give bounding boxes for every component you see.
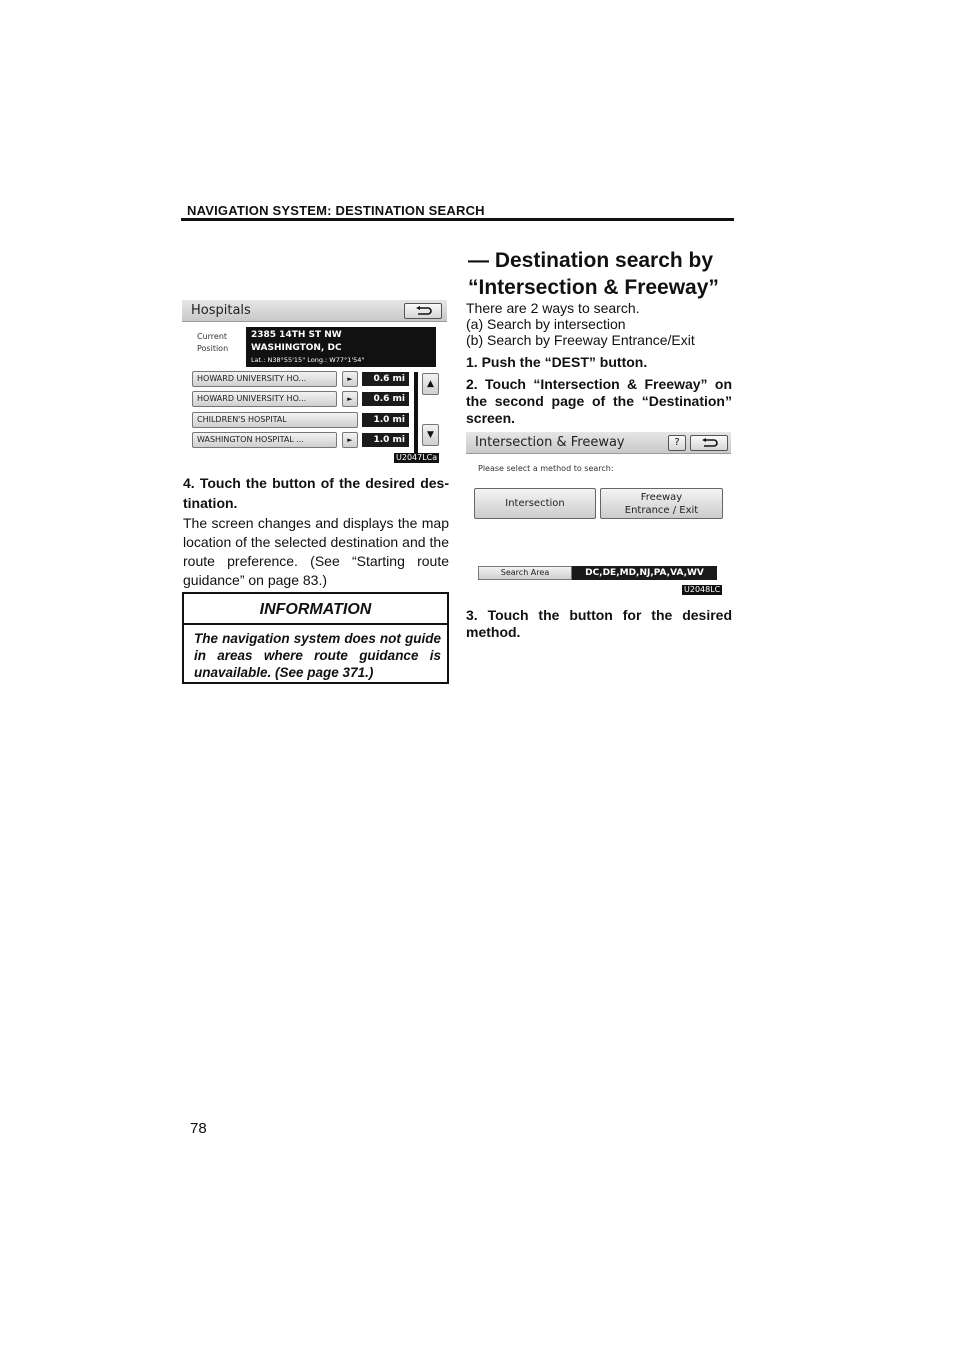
search-method-prompt: Please select a method to search: xyxy=(478,464,614,473)
hospital-distance: 1.0 mi xyxy=(362,413,409,427)
hospitals-screen xyxy=(182,300,447,463)
hospital-name-button[interactable]: HOWARD UNIVERSITY HO... xyxy=(192,371,337,387)
back-button[interactable] xyxy=(690,435,728,451)
current-position-box xyxy=(246,327,436,367)
information-title: INFORMATION xyxy=(259,601,372,618)
address-line2: WASHINGTON, DC xyxy=(251,343,342,353)
hospital-distance: 0.6 mi xyxy=(362,372,409,386)
current-position-label: Current Position xyxy=(197,332,229,353)
intersection-titlebar xyxy=(466,432,731,454)
search-area-button[interactable]: Search Area xyxy=(478,566,572,580)
information-box xyxy=(182,592,449,684)
help-button[interactable]: ? xyxy=(668,435,686,451)
scroll-up-icon[interactable]: ▲ xyxy=(422,373,439,395)
step-2: 2. Touch “Intersection & Freeway” on the second page of the “Destination” screen. xyxy=(466,376,732,426)
image-code: U2047LCa xyxy=(396,453,438,462)
section-title xyxy=(468,247,719,301)
image-code: U2048LC xyxy=(684,585,721,594)
search-area-value: DC,DE,MD,NJ,PA,VA,WV xyxy=(572,566,717,580)
intersection-button[interactable]: Intersection xyxy=(474,488,596,519)
header-rule xyxy=(181,218,734,221)
coordinates: Lat.: N38°55'15" Long.: W77°1'54" xyxy=(251,356,365,364)
back-arrow-icon xyxy=(415,306,433,316)
address-line1: 2385 14TH ST NW xyxy=(251,330,342,340)
back-button[interactable] xyxy=(404,303,442,319)
back-arrow-icon xyxy=(701,438,719,448)
scrollbar[interactable] xyxy=(414,372,418,454)
information-rule xyxy=(184,623,447,625)
hospital-row[interactable] xyxy=(192,432,432,448)
freeway-entrance-exit-button[interactable]: Freeway Entrance / Exit xyxy=(600,488,723,519)
hospitals-titlebar xyxy=(182,300,447,322)
hospital-distance: 0.6 mi xyxy=(362,392,409,406)
scroll-down-icon[interactable]: ▼ xyxy=(422,424,439,446)
page-number: 78 xyxy=(190,1120,207,1137)
step-4-description: The screen changes and displays the map location of the selected destination and the route preference. (See “Starting route guidance” on page 83.) xyxy=(183,515,449,588)
hospital-name-button[interactable]: HOWARD UNIVERSITY HO... xyxy=(192,391,337,407)
section-title-line2: “Intersection & Freeway” xyxy=(468,276,719,299)
section-title-line1: — Destination search by xyxy=(468,249,714,272)
hospital-distance: 1.0 mi xyxy=(362,433,409,447)
hospital-row[interactable] xyxy=(192,391,432,407)
hospital-name-button[interactable]: WASHINGTON HOSPITAL ... xyxy=(192,432,337,448)
step-4: 4. Touch the button of the desired des-tination. xyxy=(183,475,449,511)
hospital-row[interactable] xyxy=(192,412,432,428)
detail-arrow-icon[interactable]: ► xyxy=(342,391,358,407)
hospital-row[interactable] xyxy=(192,371,432,387)
intersection-freeway-screen xyxy=(466,432,731,595)
hospital-name-button[interactable]: CHILDREN'S HOSPITAL xyxy=(192,412,358,428)
detail-arrow-icon[interactable]: ► xyxy=(342,371,358,387)
running-header: NAVIGATION SYSTEM: DESTINATION SEARCH xyxy=(187,203,485,218)
hospitals-title: Hospitals xyxy=(191,303,251,318)
step-3: 3. Touch the button for the desired method. xyxy=(466,607,732,640)
step-1: 1. Push the “DEST” button. xyxy=(466,354,648,370)
detail-arrow-icon[interactable]: ► xyxy=(342,432,358,448)
intro-text: There are 2 ways to search. (a) Search by intersection (b) Search by Freeway Entrance/Exit xyxy=(466,300,695,348)
information-text: The navigation system does not guide in areas where route guidance is unavailable. (See page 371.) xyxy=(194,631,441,680)
intersection-title: Intersection & Freeway xyxy=(475,435,625,450)
